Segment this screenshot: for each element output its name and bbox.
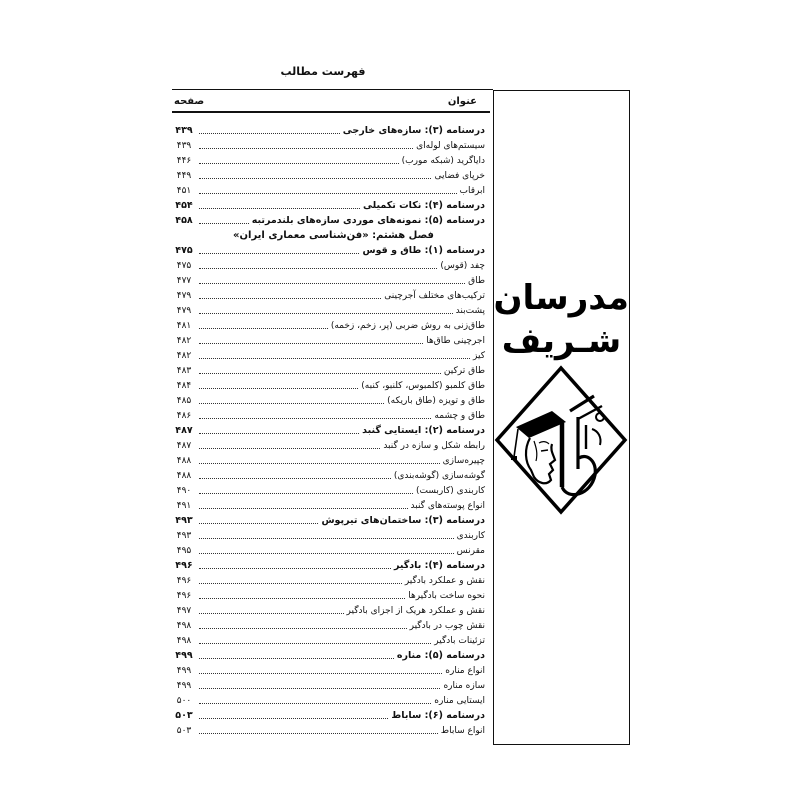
dot-leader — [199, 133, 340, 134]
dot-leader — [199, 433, 359, 434]
dot-leader — [199, 598, 405, 599]
page-number: ۴۹۶ — [176, 591, 192, 601]
dot-leader — [199, 178, 431, 179]
toc-lesson-row — [172, 243, 485, 258]
toc-lesson-row — [172, 513, 485, 528]
toc-lesson-row — [172, 423, 485, 438]
entry-title: گوشه‌سازی (گوشه‌بندی) — [393, 471, 485, 481]
toc-entry-row — [172, 288, 485, 303]
toc-entry-row — [172, 333, 485, 348]
page-number: ۴۸۷ — [175, 425, 193, 436]
dot-leader — [199, 448, 380, 449]
toc-lesson-row — [172, 708, 485, 723]
brand-name-line2: شـریف — [501, 321, 622, 361]
page-number: ۴۹۱ — [176, 501, 192, 511]
dot-leader — [199, 403, 384, 404]
entry-title: کاربندی (کاربست) — [416, 486, 485, 496]
entry-title: ایستایی مناره — [434, 696, 485, 706]
toc-entry-row — [172, 138, 485, 153]
toc-entry-row — [172, 183, 485, 198]
entry-title: سیستم‌های لوله‌ای — [416, 141, 485, 151]
entry-title: درسنامه (۵): مناره — [396, 650, 485, 661]
entry-title: درسنامه (۵): نمونه‌های موردی سازه‌های بلندمرتبه — [251, 215, 485, 226]
toc-entry-row — [172, 573, 485, 588]
page-number: ۴۸۶ — [176, 411, 192, 421]
page-number: ۵۰۳ — [175, 710, 193, 721]
toc-entry-row — [172, 618, 485, 633]
dot-leader — [199, 628, 407, 629]
toc-entry-row — [172, 633, 485, 648]
table-of-contents — [172, 123, 485, 738]
page-number: ۴۹۷ — [176, 606, 192, 616]
toc-lesson-row — [172, 198, 485, 213]
entry-title: طاق و چشمه — [434, 411, 485, 421]
entry-title: نحوه ساخت بادگیرها — [408, 591, 485, 601]
entry-title: درسنامه (۶): ساباط — [391, 710, 485, 721]
dot-leader — [199, 253, 359, 254]
page-number: ۴۵۱ — [176, 186, 192, 196]
dot-leader — [199, 478, 391, 479]
chapter-heading-row — [172, 228, 485, 243]
dot-leader — [199, 223, 249, 224]
page-title: فهرست مطالب — [280, 65, 366, 78]
page-number: ۴۷۵ — [175, 245, 193, 256]
page-number: ۴۸۱ — [176, 321, 192, 331]
dot-leader — [199, 568, 391, 569]
page-number: ۴۵۸ — [175, 215, 193, 226]
dot-leader — [199, 298, 381, 299]
entry-title: درسنامه (۲): ایستایی گنبد — [362, 425, 485, 436]
entry-title: انواع پوسته‌های گنبد — [410, 501, 485, 511]
dot-leader — [199, 538, 454, 539]
dot-leader — [199, 718, 388, 719]
dot-leader — [199, 643, 431, 644]
toc-entry-row — [172, 723, 485, 738]
toc-entry-row — [172, 438, 485, 453]
dot-leader — [199, 493, 413, 494]
dot-leader — [199, 523, 318, 524]
page-number: ۴۹۰ — [176, 486, 192, 496]
page-number: ۴۹۶ — [175, 560, 193, 571]
entry-title: ترکیب‌های مختلف آجرچینی — [384, 291, 485, 301]
page-number: ۴۸۲ — [176, 351, 192, 361]
entry-title: نقش چوب در بادگیر — [409, 621, 485, 631]
entry-title: درسنامه (۳): ساختمان‌های تیرپوش — [321, 515, 485, 526]
page-number: ۴۹۳ — [176, 531, 192, 541]
entry-title: درسنامه (۴): بادگیر — [393, 560, 485, 571]
toc-entry-row — [172, 693, 485, 708]
page-number: ۴۹۵ — [176, 546, 192, 556]
page-number: ۴۹۹ — [176, 681, 192, 691]
dot-leader — [199, 388, 358, 389]
page-number: ۵۰۰ — [176, 696, 192, 706]
toc-entry-row — [172, 603, 485, 618]
toc-lesson-row — [172, 213, 485, 228]
dot-leader — [199, 373, 441, 374]
entry-title: رابطه شکل و سازه در گنبد — [383, 441, 485, 451]
toc-entry-row — [172, 453, 485, 468]
dot-leader — [199, 313, 453, 314]
dot-leader — [199, 283, 465, 284]
entry-title: سازه مناره — [443, 681, 485, 691]
toc-entry-row — [172, 483, 485, 498]
page-number: ۴۹۹ — [176, 666, 192, 676]
dot-leader — [199, 208, 360, 209]
entry-title: چفد (قوس) — [440, 261, 485, 271]
page-number: ۴۷۹ — [176, 306, 192, 316]
brand-name-line1: مدرسان — [493, 278, 629, 318]
page-number: ۴۸۷ — [176, 441, 192, 451]
dot-leader — [199, 583, 402, 584]
entry-title: پشت‌بند — [455, 306, 485, 316]
page-number: ۴۳۹ — [175, 125, 193, 136]
toc-entry-row — [172, 468, 485, 483]
page-number: ۴۹۹ — [175, 650, 193, 661]
page-number: ۴۳۹ — [176, 141, 192, 151]
toc-entry-row — [172, 378, 485, 393]
dot-leader — [199, 673, 442, 674]
dot-leader — [199, 733, 438, 734]
page-number: ۴۵۴ — [175, 200, 193, 211]
dot-leader — [199, 163, 399, 164]
graduate-profile-diamond-icon — [494, 365, 628, 515]
toc-entry-row — [172, 168, 485, 183]
toc-lesson-row — [172, 558, 485, 573]
entry-title: نقش و عملکرد هریک از اجزای بادگیر — [346, 606, 485, 616]
toc-entry-row — [172, 498, 485, 513]
column-page-label: صفحه — [174, 95, 205, 107]
page-number: ۴۷۷ — [176, 276, 192, 286]
dot-leader — [199, 418, 431, 419]
brand-panel — [493, 90, 630, 745]
column-title-label: عنوان — [447, 95, 477, 107]
dot-leader — [199, 463, 440, 464]
toc-entry-row — [172, 318, 485, 333]
toc-column-header — [172, 93, 487, 109]
dot-leader — [199, 268, 437, 269]
entry-title: اجرچینی طاق‌ها — [426, 336, 485, 346]
dot-leader — [199, 328, 328, 329]
toc-lesson-row — [172, 648, 485, 663]
dot-leader — [199, 703, 431, 704]
toc-entry-row — [172, 153, 485, 168]
page-number: ۴۷۵ — [176, 261, 192, 271]
page-number: ۴۴۹ — [176, 171, 192, 181]
page-number: ۵۰۳ — [176, 726, 192, 736]
dot-leader — [199, 193, 457, 194]
entry-title: تزئینات بادگیر — [434, 636, 485, 646]
entry-title: کاربندی — [456, 531, 485, 541]
entry-title: طاق ترکین — [443, 366, 485, 376]
toc-lesson-row — [172, 123, 485, 138]
dot-leader — [199, 613, 344, 614]
page-number: ۴۸۳ — [176, 366, 192, 376]
dot-leader — [199, 688, 440, 689]
toc-entry-row — [172, 393, 485, 408]
dot-leader — [199, 658, 394, 659]
entry-title: چپیره‌سازی — [442, 456, 485, 466]
page-number: ۴۹۳ — [175, 515, 193, 526]
toc-entry-row — [172, 678, 485, 693]
page-number: ۴۹۸ — [176, 636, 192, 646]
toc-entry-row — [172, 273, 485, 288]
page-number: ۴۹۸ — [176, 621, 192, 631]
toc-entry-row — [172, 588, 485, 603]
page-number: ۴۹۶ — [176, 576, 192, 586]
dot-leader — [199, 343, 423, 344]
page-number: ۴۴۶ — [176, 156, 192, 166]
toc-entry-row — [172, 258, 485, 273]
entry-title: خرپای فضایی — [434, 171, 485, 181]
page-number: ۴۸۸ — [176, 471, 192, 481]
page-number: ۴۸۸ — [176, 456, 192, 466]
title-rule — [172, 89, 493, 90]
toc-entry-row — [172, 303, 485, 318]
entry-title: طاق‌زنی به روش ضربی (پر، زخم، زخمه) — [330, 321, 485, 331]
entry-title: درسنامه (۴): نکات تکمیلی — [362, 200, 485, 211]
entry-title: درسنامه (۳): سازه‌های خارجی — [342, 125, 485, 136]
toc-entry-row — [172, 528, 485, 543]
dot-leader — [199, 553, 454, 554]
entry-title: انواع ساباط — [440, 726, 485, 736]
entry-title: نقش و عملکرد بادگیر — [404, 576, 485, 586]
entry-title: مقرنس — [456, 546, 485, 556]
entry-title: ابرقاب — [459, 186, 485, 196]
toc-entry-row — [172, 348, 485, 363]
dot-leader — [199, 358, 470, 359]
header-rule — [172, 111, 490, 113]
toc-entry-row — [172, 363, 485, 378]
toc-entry-row — [172, 408, 485, 423]
chapter-title: فصل هشتم: «فن‌شناسی معماری ایران» — [233, 230, 434, 241]
page-number: ۴۷۹ — [176, 291, 192, 301]
page-number: ۴۸۲ — [176, 336, 192, 346]
entry-title: طاق کلمبو (کلمبوس، کلنبو، کنبه) — [361, 381, 485, 391]
entry-title: طاق — [468, 276, 485, 286]
toc-entry-row — [172, 663, 485, 678]
entry-title: درسنامه (۱): طاق و قوس — [362, 245, 485, 256]
page-number: ۴۸۵ — [176, 396, 192, 406]
entry-title: کیز — [473, 351, 485, 361]
dot-leader — [199, 148, 413, 149]
entry-title: طاق و تویزه (طاق باریکه) — [387, 396, 485, 406]
entry-title: انواع مناره — [445, 666, 485, 676]
dot-leader — [199, 508, 408, 509]
entry-title: دایاگرید (شبکه مورب) — [401, 156, 485, 166]
page-number: ۴۸۴ — [176, 381, 192, 391]
toc-entry-row — [172, 543, 485, 558]
